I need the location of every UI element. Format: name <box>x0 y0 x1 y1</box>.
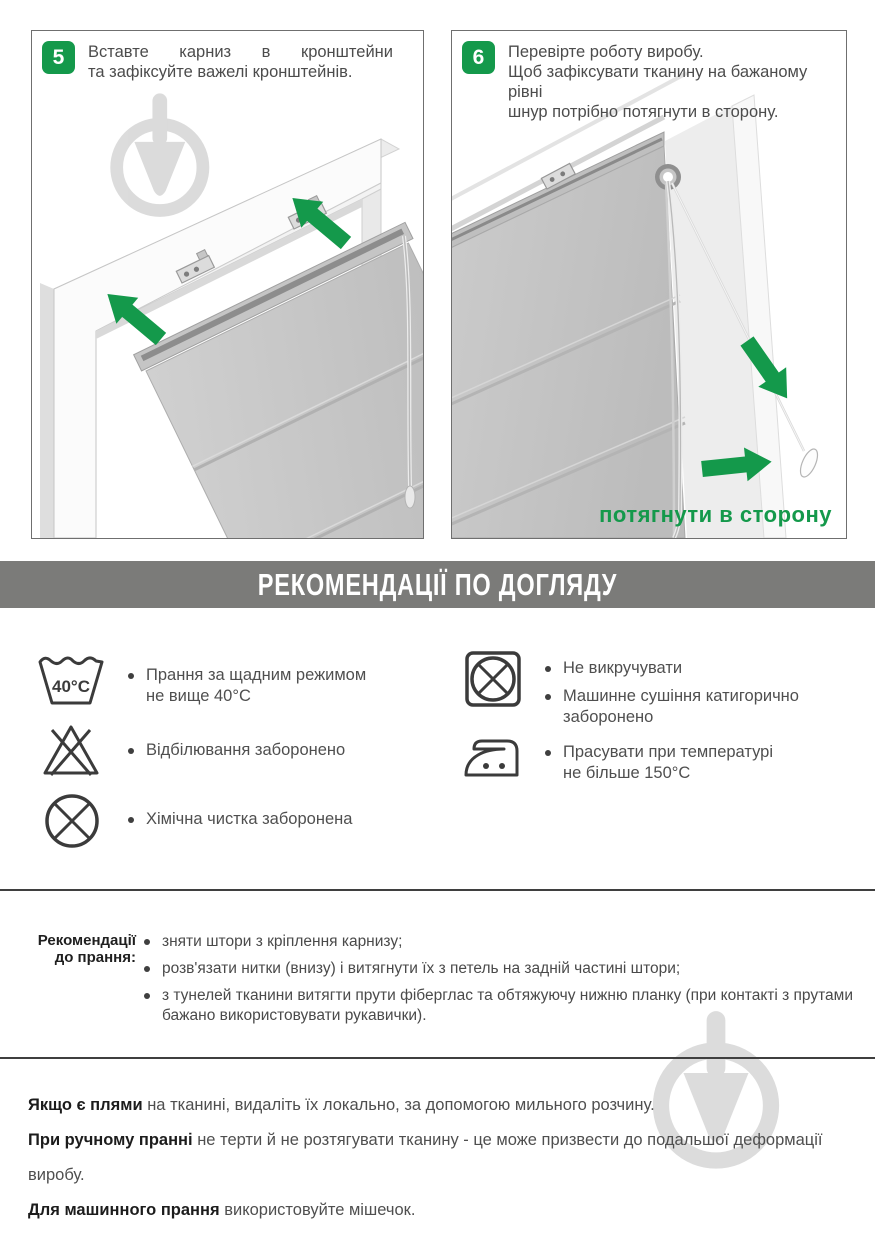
care-item: Прання за щадним режимом не вище 40°С <box>128 665 366 707</box>
section-divider <box>0 1057 875 1059</box>
banner-title: РЕКОМЕНДАЦІЇ ПО ДОГЛЯДУ <box>257 566 618 602</box>
care-item: Не викручувати <box>545 658 682 679</box>
bullet-dot <box>545 666 551 672</box>
install-cornice-illustration <box>32 31 423 538</box>
footer-note: Якщо є плями на тканині, видаліть їх локально, за допомогою мильного розчину. <box>28 1096 655 1114</box>
step-5-instruction: Вставте карниз в кронштейни та зафіксуйте важелі кронштейнів. <box>88 43 393 81</box>
pull-aside-caption: потягнути в сторону <box>599 502 832 527</box>
step-number-badge: 5 <box>42 41 75 74</box>
bullet-dot <box>545 694 551 700</box>
care-recommendations-banner <box>0 561 875 608</box>
list-item: зняти штори з кріплення карнизу; <box>144 932 859 952</box>
no-dry-clean-icon <box>43 792 101 850</box>
svg-text:40°C: 40°C <box>52 677 90 696</box>
bullet-dot <box>144 993 150 999</box>
bullet-dot <box>144 966 150 972</box>
no-bleach-icon <box>41 723 101 777</box>
care-item: Машинне сушіння катигорично заборонено <box>545 686 799 728</box>
list-item: з тунелей тканини витягти прути фіберглас та обтяжуючу нижню планку (при контакті з прутами бажано використовувати рукавички). <box>144 986 859 1026</box>
step-number-badge: 6 <box>462 41 495 74</box>
plumb-bob-watermark-icon <box>117 101 203 211</box>
iron-two-dots-icon <box>462 734 524 784</box>
step-6-instruction: Перевірте роботу виробу. Щоб зафіксувати тканину на бажаному рівні шнур потрібно потягнути в сторону. <box>508 43 808 121</box>
washing-heading: Рекомендації до прання: <box>37 932 136 966</box>
care-item: Відбілювання заборонено <box>128 740 345 761</box>
step-5-header <box>42 41 415 82</box>
section-divider <box>0 889 875 891</box>
washing-list <box>144 932 859 1033</box>
cord-handle <box>797 447 821 480</box>
footer-note: Для машинного прання використовуйте мішечок. <box>28 1201 416 1219</box>
roman-blind <box>452 146 685 538</box>
no-tumble-dry-icon <box>464 650 522 708</box>
bullet-dot <box>128 817 134 823</box>
bullet-dot <box>128 748 134 754</box>
care-item: Хімічна чистка заборонена <box>128 809 352 830</box>
footer-note: При ручному пранні не терти й не розтягувати тканину - це може призвести до подальшої деформації виробу. <box>28 1131 823 1184</box>
care-item: Прасувати при температурі не більше 150°С <box>545 742 773 784</box>
bullet-dot <box>545 750 551 756</box>
bullet-dot <box>128 673 134 679</box>
wash-tub-40-icon <box>38 652 104 708</box>
list-item: розв'язати нитки (внизу) і витягнути їх з петель на задній частині штори; <box>144 959 859 979</box>
footer-notes <box>28 1088 858 1228</box>
step-6-header <box>462 41 838 122</box>
bullet-dot <box>144 939 150 945</box>
step-5-panel <box>31 30 424 539</box>
step-6-panel <box>451 30 847 539</box>
